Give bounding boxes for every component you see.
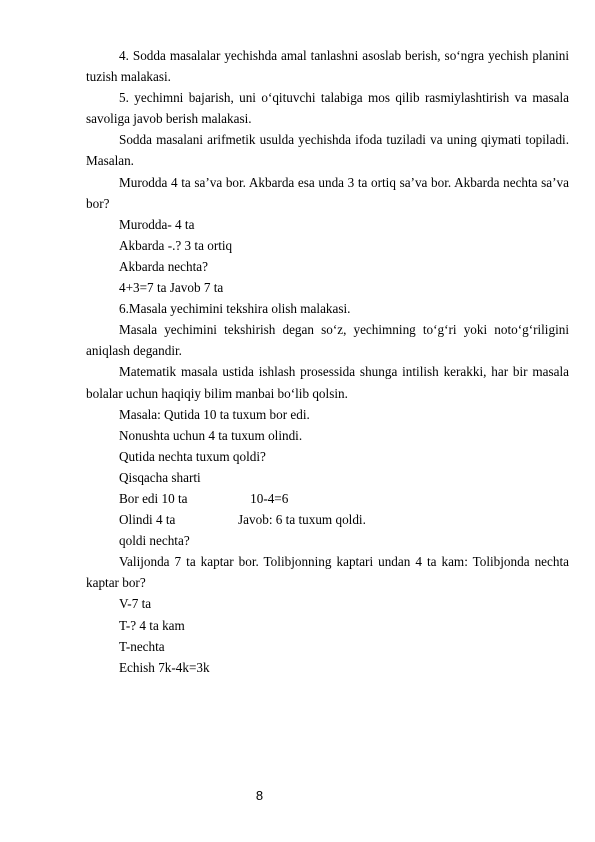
solution-line: 4+3=7 ta Javob 7 ta: [119, 280, 224, 296]
paragraph-arithmetic-method: Sodda masalani arifmetik usulda yechishda ifoda tuziladi va uning qiymati topiladi. Masalan.: [86, 132, 569, 169]
page-number: 8: [255, 788, 264, 803]
condition-line: qoldi nechta?: [119, 533, 190, 549]
solution-line: Echish 7k-4k=3k: [119, 659, 210, 675]
problem-eggs: Masala: Qutida 10 ta tuxum bor edi.: [119, 406, 310, 422]
paragraph-checking-definition: Masala yechimini tekshirish degan so‘z, yechimning to‘g‘ri yoki noto‘g‘riligini aniqlash degandir.: [86, 322, 569, 359]
condition-line: Akbarda nechta?: [119, 258, 208, 274]
problem-question: Qutida nechta tuxum qoldi?: [119, 448, 266, 464]
condition-line: Murodda- 4 ta: [119, 216, 195, 232]
condition-solution-line: Bor edi 10 ta 10-4=6: [119, 490, 289, 506]
condition-line: Akbarda -.? 3 ta ortiq: [119, 237, 233, 253]
problem-line: Nonushta uchun 4 ta tuxum olindi.: [119, 427, 303, 443]
paragraph-skill-5: 5. yechimni bajarish, uni o‘qituvchi talabiga mos qilib rasmiylashtirish va masala savoliga javob berish malakasi.: [86, 90, 569, 127]
problem-murod-akbar: Murodda 4 ta sa’va bor. Akbarda esa unda 3 ta ortiq sa’va bor. Akbarda nechta sa’va bor?: [86, 174, 569, 211]
paragraph-knowledge-source: Matematik masala ustida ishlash prosessida shunga intilish kerakki, har bir masala bolalar uchun haqiqiy bilim manbai bo‘lib qolsin.: [86, 364, 569, 401]
document-body: [86, 45, 569, 678]
condition-line: V-7 ta: [119, 596, 152, 612]
problem-pigeons: Valijonda 7 ta kaptar bor. Tolibjonning kaptari undan 4 ta kam: Tolibjonda nechta kaptar bor?: [86, 554, 569, 591]
short-condition-heading: Qisqacha sharti: [119, 469, 201, 485]
page-number-container: [0, 788, 595, 804]
paragraph-skill-4: 4. Sodda masalalar yechishda amal tanlashni asoslab berish, so‘ngra yechish planini tuzish malakasi.: [86, 48, 569, 85]
condition-answer-line: Olindi 4 ta Javob: 6 ta tuxum qoldi.: [119, 512, 366, 528]
condition-line: T-? 4 ta kam: [119, 617, 185, 633]
condition-line: T-nechta: [119, 638, 165, 654]
paragraph-skill-6: 6.Masala yechimini tekshira olish malakasi.: [119, 301, 351, 317]
